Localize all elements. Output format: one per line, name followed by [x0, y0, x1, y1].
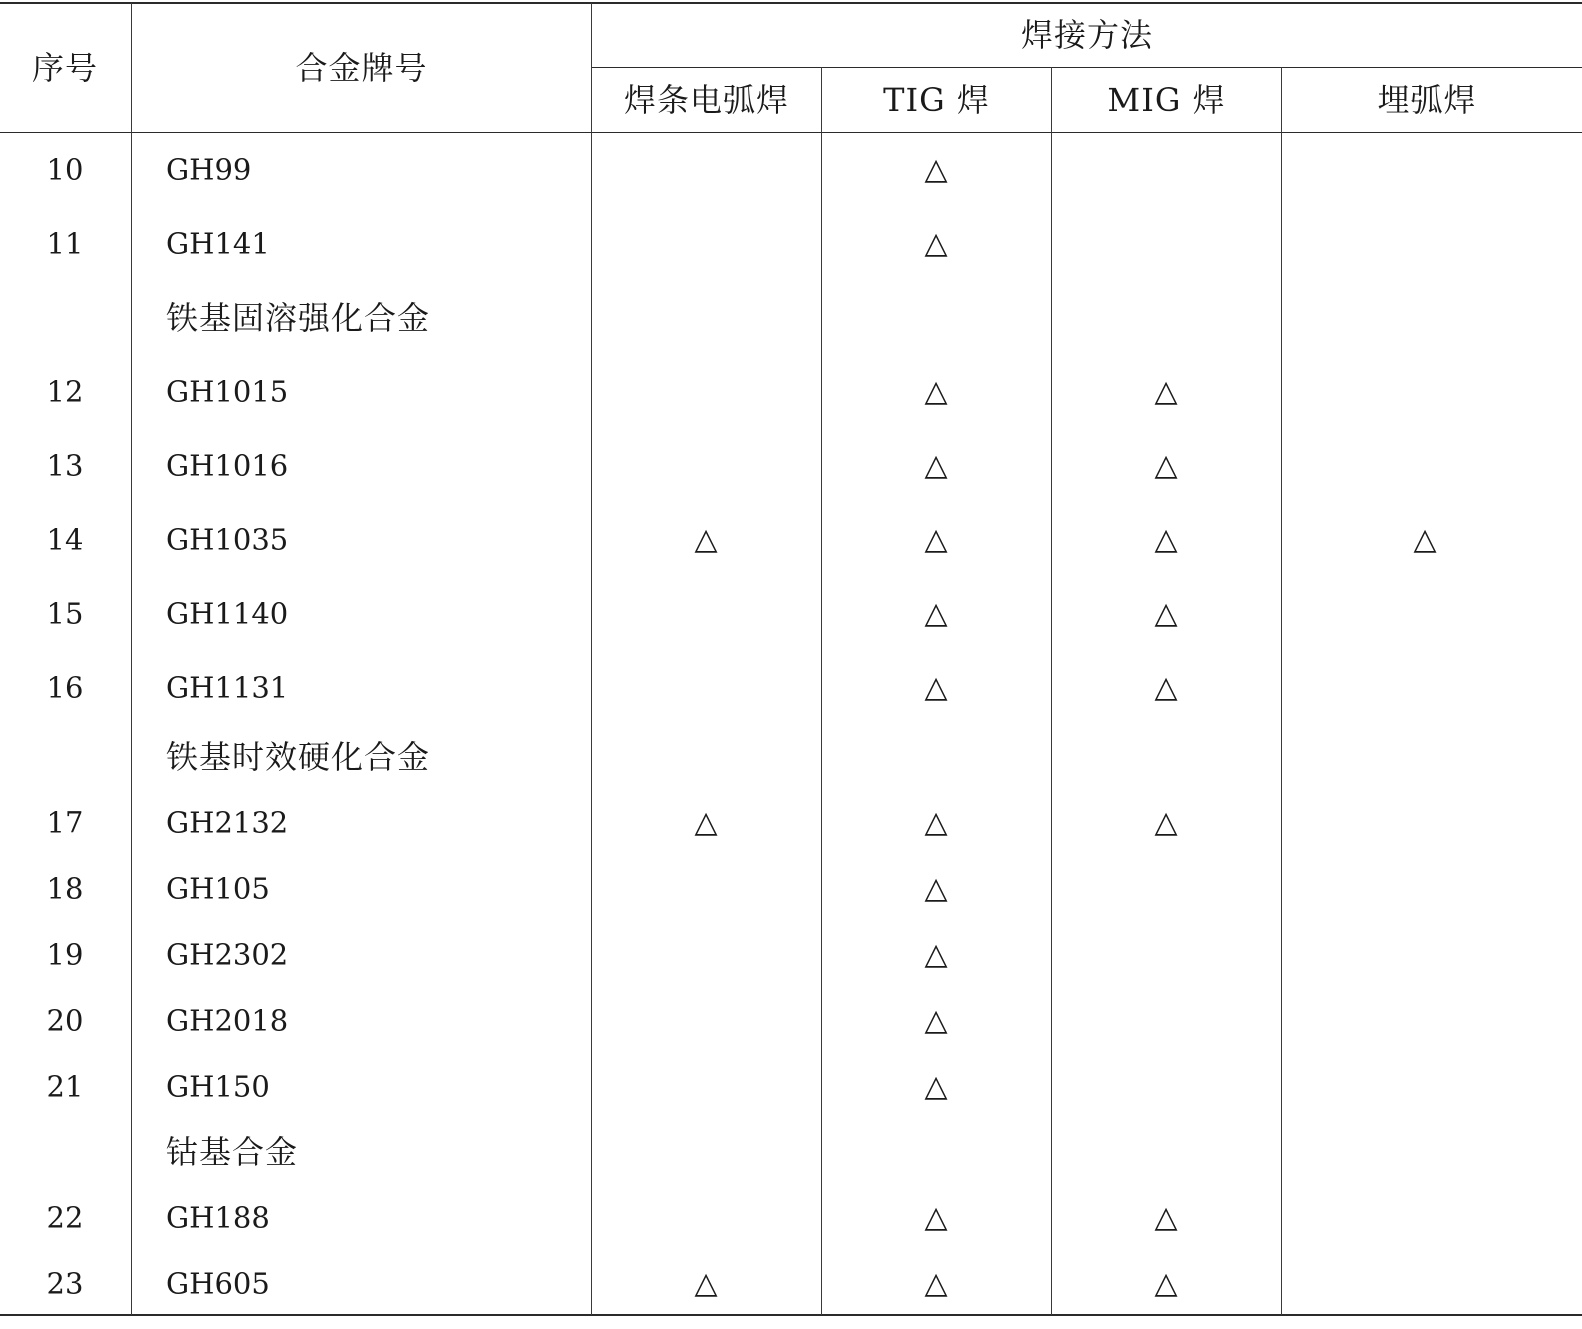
row-alloy-grade: GH105 [166, 871, 270, 906]
row-alloy-grade: GH188 [166, 1200, 270, 1235]
applicable-mark-mig: △ [1154, 805, 1178, 840]
row-index: 23 [46, 1266, 84, 1301]
row-index: 16 [46, 670, 84, 705]
row-index: 11 [46, 226, 84, 261]
group-heading: 铁基固溶强化合金 [166, 299, 431, 337]
header-method-saw: 埋弧焊 [1377, 81, 1477, 119]
header-alloy-grade: 合金牌号 [295, 49, 428, 87]
method-header-divider [592, 67, 1582, 68]
applicable-mark-mig: △ [1154, 1266, 1178, 1301]
applicable-mark-tig: △ [924, 1200, 948, 1235]
applicable-mark-smaw: △ [694, 1266, 718, 1301]
applicable-mark-tig: △ [924, 596, 948, 631]
applicable-mark-tig: △ [924, 1266, 948, 1301]
column-divider-index [131, 3, 132, 1315]
applicable-mark-mig: △ [1154, 596, 1178, 631]
applicable-mark-tig: △ [924, 871, 948, 906]
row-index: 14 [46, 522, 84, 557]
applicable-mark-mig: △ [1154, 522, 1178, 557]
row-index: 10 [46, 152, 84, 187]
applicable-mark-tig: △ [924, 1069, 948, 1104]
header-method-mig: MIG 焊 [1107, 81, 1226, 119]
column-divider-tig [1051, 67, 1052, 1315]
row-alloy-grade: GH141 [166, 226, 270, 261]
applicable-mark-tig: △ [924, 226, 948, 261]
applicable-mark-mig: △ [1154, 448, 1178, 483]
header-method-tig: TIG 焊 [883, 81, 990, 119]
row-alloy-grade: GH1015 [166, 374, 289, 409]
row-alloy-grade: GH99 [166, 152, 252, 187]
group-heading: 钴基合金 [166, 1133, 299, 1171]
row-index: 20 [46, 1003, 84, 1038]
applicable-mark-smaw: △ [694, 805, 718, 840]
row-index: 22 [46, 1200, 84, 1235]
column-divider-smaw [821, 67, 822, 1315]
applicable-mark-tig: △ [924, 522, 948, 557]
row-index: 21 [46, 1069, 84, 1104]
row-index: 18 [46, 871, 84, 906]
applicable-mark-tig: △ [924, 448, 948, 483]
row-alloy-grade: GH2302 [166, 937, 289, 972]
row-alloy-grade: GH2018 [166, 1003, 289, 1038]
applicable-mark-saw: △ [1413, 522, 1437, 557]
row-alloy-grade: GH1016 [166, 448, 289, 483]
header-bottom-rule [0, 132, 1582, 133]
group-heading: 铁基时效硬化合金 [166, 738, 431, 776]
applicable-mark-tig: △ [924, 805, 948, 840]
row-index: 17 [46, 805, 84, 840]
table-top-rule [0, 2, 1582, 4]
row-alloy-grade: GH1035 [166, 522, 289, 557]
applicable-mark-tig: △ [924, 937, 948, 972]
applicable-mark-mig: △ [1154, 670, 1178, 705]
applicable-mark-tig: △ [924, 1003, 948, 1038]
row-index: 15 [46, 596, 84, 631]
applicable-mark-smaw: △ [694, 522, 718, 557]
row-index: 13 [46, 448, 84, 483]
row-alloy-grade: GH1140 [166, 596, 289, 631]
column-divider-mig [1281, 67, 1282, 1315]
header-welding-method: 焊接方法 [1020, 16, 1153, 54]
applicable-mark-mig: △ [1154, 1200, 1178, 1235]
row-alloy-grade: GH605 [166, 1266, 270, 1301]
applicable-mark-tig: △ [924, 374, 948, 409]
table-bottom-rule [0, 1314, 1582, 1316]
header-method-smaw: 焊条电弧焊 [623, 81, 789, 119]
row-alloy-grade: GH2132 [166, 805, 289, 840]
row-index: 12 [46, 374, 84, 409]
row-alloy-grade: GH150 [166, 1069, 270, 1104]
applicable-mark-mig: △ [1154, 374, 1178, 409]
applicable-mark-tig: △ [924, 670, 948, 705]
applicable-mark-tig: △ [924, 152, 948, 187]
header-index: 序号 [31, 49, 98, 87]
row-alloy-grade: GH1131 [166, 670, 289, 705]
row-index: 19 [46, 937, 84, 972]
column-divider-alloy [591, 3, 592, 1315]
